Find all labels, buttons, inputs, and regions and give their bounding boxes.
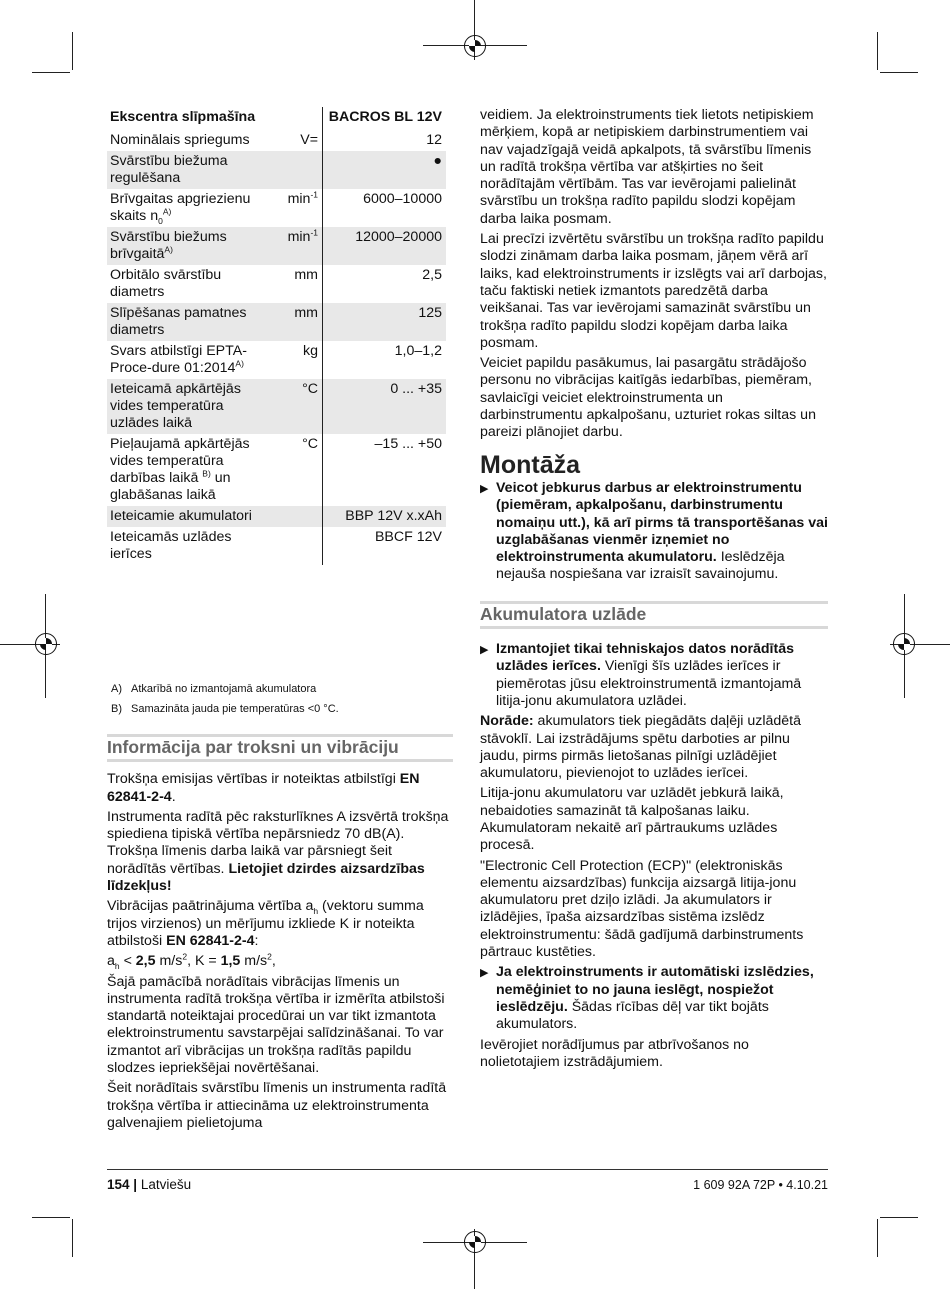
warning-item: ▶ Veicot jebkurus darbus ar elektroinstrumentu (piemēram, apkalpošanu, darbinstrumentu nomaiņu utt.), kā arī pirms tā transportēšanas vai uzglabāšanas vienmēr izņemiet no elektroinstrumenta akumulatoru. Ieslēdzēja nejauša nospiešana var izraisīt savainojumu. bbox=[480, 479, 828, 583]
footer-rule bbox=[107, 1169, 828, 1170]
left-column bbox=[107, 734, 453, 1135]
paragraph: Šeit norādītais svārstību līmenis un instrumenta radītā trokšņa vērtība ir attiecināma uz elektroinstrumenta galvenajiem pielietojuma bbox=[107, 1080, 447, 1131]
registration-mark-icon bbox=[464, 1231, 486, 1253]
footer-language: Latviešu bbox=[140, 1177, 192, 1192]
warning-item: ▶ Ja elektroinstruments ir automātiski izslēdzies, nemēģiniet to no jauna ieslēgt, nospiežot ieslēdzēju. Šādas rīcības dēļ var tikt bojāts akumulators. bbox=[480, 964, 814, 1033]
crop-mark bbox=[877, 32, 878, 70]
paragraph: Veiciet papildu pasākumus, lai pasargātu strādājošo personu no vibrācijas kaitīgās iedarbības, piemēram, savlaicīgi veiciet elektroinstrumenta un darbinstrumentu apkalpošanu, uzturiet rokas siltas un pareizi plānojiet darbu. bbox=[480, 355, 816, 441]
table-row: Svārstību biežums brīvgaitā$^{A)}$ $\min^{-1}$ 12000–20000 bbox=[107, 227, 446, 265]
crop-mark bbox=[72, 32, 73, 70]
table-row: Slīpēšanas pamatnes diametrs mm 125 bbox=[107, 303, 446, 341]
table-header-row bbox=[107, 107, 446, 130]
crop-mark bbox=[880, 1217, 918, 1218]
table-row: Svars atbilstīgi EPTA-Proce-dure $01:2014^{A)}$ kg 1,0–1,2 bbox=[107, 341, 446, 379]
paragraph: Instrumenta radītā pēc raksturlīknes A izsvērtā trokšņa spiediena tipiskā vērtība nepārsniedz 70 dB(A). Trokšņa līmenis darba laikā var pārsniegt šeit norādītās vērtības. Lietojiet dzirdes aizsardzības līdzekļus! bbox=[107, 808, 449, 895]
paragraph: $a_h < 2,5$ $m/s^2$, K = 1,5 $m/s^2$, bbox=[107, 951, 276, 972]
footer-code: 1 609 92A 72P • 4.10.21 bbox=[693, 1178, 828, 1192]
bullet-triangle-icon: ▶ bbox=[480, 482, 489, 495]
spec-table bbox=[107, 107, 446, 565]
footnote: B) Samazināta jauda pie temperatūras <0 °C. bbox=[111, 703, 339, 715]
heading-assembly: Montāža bbox=[480, 450, 580, 479]
registration-mark-icon bbox=[35, 633, 57, 655]
paragraph: Norāde: akumulators tiek piegādāts daļēji uzlādētā stāvoklī. Lai izstrādājums spētu darboties ar pilnu jaudu, pirms pirmās lietošanas pilnīgi uzlādējiet akumulatoru, pievienojot to uzlādes ierīcei. bbox=[480, 713, 801, 782]
paragraph: Ievērojiet norādījumus par atbrīvošanos no nolietotajiem izstrādājumiem. bbox=[480, 1036, 749, 1070]
crop-mark bbox=[32, 72, 70, 73]
table-row: Ieteicamā apkārtējās vides temperatūra uzlādes laikā °C 0 ... +35 bbox=[107, 379, 446, 434]
paragraph: Lai precīzi izvērtētu svārstību un trokšņa radīto papildu slodzi zināmam darba laika posmam, jāņem vērā arī laiks, kad elektroinstruments ir izslēgts vai arī darbojas, taču faktiski netiek izmantots paredzētā darba veikšanai. Tas var ievērojami samazināt svārstību un trokšņa radīto papildu slodzi kopējam darba laika posmam. bbox=[480, 231, 827, 351]
right-column bbox=[480, 107, 828, 1074]
feature-dot: ● bbox=[323, 151, 447, 189]
crop-mark bbox=[877, 1219, 878, 1257]
bullet-triangle-icon: ▶ bbox=[480, 967, 489, 980]
paragraph: Vibrācijas paātrinājuma vērtība $a_h$ (vektoru summa trijos virzienos) un mērījumu izkliede K ir noteikta atbilstoši EN 62841-2-4: bbox=[107, 898, 424, 949]
footnote: A) Atkarībā no izmantojamā akumulatora bbox=[111, 683, 317, 695]
crop-mark bbox=[32, 1217, 70, 1218]
bullet-triangle-icon: ▶ bbox=[480, 644, 489, 657]
paragraph: Trokšņa emisijas vērtības ir noteiktas atbilstīgi EN 62841-2-4. bbox=[107, 771, 420, 805]
paragraph: Litija-jonu akumulatoru var uzlādēt jebkurā laikā, nebaidoties samazināt tā kalpošanas laiku. Akumulatoram nekaitē arī pārtraukums uzlādes procesā. bbox=[480, 785, 784, 854]
crop-mark bbox=[72, 1219, 73, 1257]
model-name: BACROS BL 12V bbox=[328, 109, 442, 125]
section-title-battery-charging: Akumulatora uzlāde bbox=[480, 601, 828, 629]
table-row: Brīvgaitas apgriezienu skaits $n_0^{A)}$ $\min^{-1}$ 6000–10000 bbox=[110, 189, 442, 226]
table-row: Orbitālo svārstību diametrs mm 2,5 bbox=[107, 265, 446, 303]
crop-mark bbox=[880, 72, 918, 73]
page-number: 154 bbox=[107, 1177, 130, 1192]
paragraph: veidiem. Ja elektroinstruments tiek lietots netipiskiem mērķiem, kopā ar netipiskiem darbinstrumentiem vai nav vajadzīgajā veidā apkalpots, tā svārstību līmenis un radītā trokšņa vērtība var atšķirties no šeit norādītajām vērtībām. Tas var ievērojami palielināt svārstību un trokšņa radīto papildu slodzi kopējam darba laika posmam. bbox=[480, 107, 814, 227]
table-row: Ieteicamās uzlādes ierīces BBCF 12V bbox=[107, 527, 446, 565]
product-type: Ekscentra slīpmašīna bbox=[110, 109, 256, 125]
section-title-noise-vibration: Informācija par troksni un vibrāciju bbox=[107, 734, 453, 762]
table-row: Pieļaujamā apkārtējās vides temperatūra darbības laikā $^{B)}$ un glabāšanas laikā °C –15 ... +50 bbox=[107, 434, 446, 506]
table-row: Nominālais spriegums V= 12 bbox=[107, 130, 446, 151]
table-row: Svārstību biežuma regulēšana ● bbox=[107, 151, 446, 189]
paragraph: Šajā pamācībā norādītais vibrācijas līmenis un instrumenta radītā trokšņa vērtība ir izmērīta atbilstoši standartā noteiktajai procedūrai un var tikt izmantota elektroinstrumentu savstarpējai salīdzināšanai. To var izmantot arī vibrācijas un trokšņa radītās papildu slodzes iepriekšējai novērtēšanai. bbox=[107, 973, 445, 1077]
registration-mark-icon bbox=[893, 633, 915, 655]
warning-item: ▶ Izmantojiet tikai tehniskajos datos norādītās uzlādes ierīces. Vienīgi šīs uzlādes ierīces ir piemērotas jūsu elektroinstrumentā izmantojamā litija-jonu akumulatora uzlādei. bbox=[480, 641, 802, 709]
registration-mark-icon bbox=[464, 35, 486, 57]
footer-left: 154 | Latviešu bbox=[107, 1177, 192, 1192]
table-row: Ieteicamie akumulatori BBP 12V x.xAh bbox=[107, 506, 446, 527]
paragraph: "Electronic Cell Protection (ECP)" (elektroniskās elementu aizsardzības) funkcija aizsargā litija-jonu akumulatoru pret dziļo izlādi. Ja akumulators ir izlādējies, īpaša aizsardzības sistēma izslēdz elektroinstrumentu: šādā gadījumā darbinstruments pārtrauc kustēties. bbox=[480, 857, 804, 961]
